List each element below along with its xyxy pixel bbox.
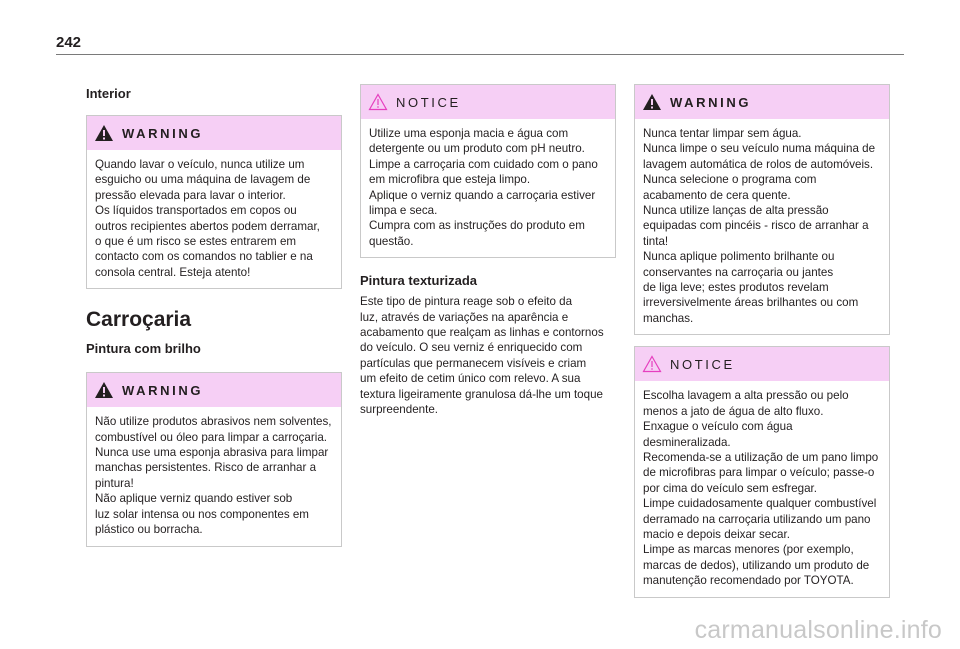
notice-header [361,85,615,119]
text-line: Limpe a carroçaria com cuidado com o pano [369,157,598,171]
notice-triangle-icon [642,355,662,373]
notice-label: NOTICE [670,356,735,372]
text-line: limpa e seca. [369,204,438,218]
text-line: plástico ou borracha. [95,523,203,537]
text-line: Cumpra com as instruções do produto em [369,219,585,233]
text-line: Nunca tentar limpar sem água. [643,127,802,140]
warning-header [87,116,341,150]
text-line: derramado na carroçaria utilizando um pano [643,512,871,526]
notice-label: NOTICE [396,94,461,110]
text-line: do veículo. O seu verniz é enriquecido com [360,341,583,355]
subsection-title: Pintura texturizada [360,273,478,289]
column-1 [86,84,342,547]
warning-header [87,373,341,407]
watermark: carmanualsonline.info [694,616,942,644]
text-line: Os líquidos transportados em copos ou [95,204,297,218]
text-line: por cima do veículo sem esfregar. [643,481,817,495]
text-line: Este tipo de pintura reage sob o efeito da [360,295,573,309]
text-line: manchas. [643,311,694,325]
column-2 [360,84,616,418]
text-line: Nunca selecione o programa com [643,173,817,187]
text-line: consola central. Esteja atento! [95,265,251,279]
text-line: pintura! [95,476,134,490]
text-line: Nunca use uma esponja abrasiva para limpar [95,446,329,460]
text-line: Nunca limpe o seu veículo numa máquina de [643,142,876,156]
page-number: 242 [56,34,82,51]
warning-triangle-icon [642,93,662,111]
text-line: Nunca utilize lanças de alta pressão [643,204,829,218]
text-line: Escolha lavagem a alta pressão ou pelo [643,389,849,403]
text-line: irreversivelmente áreas brilhantes ou com [643,296,859,310]
text-line: marcas de dedos), utilizando um produto de [643,558,870,572]
text-line: luz solar intensa ou nos componentes em [95,507,309,521]
text-line: Recomenda-se a utilização de um pano limpo [643,450,879,464]
text-line: desmineralizada. [643,435,731,449]
text-line: outros recipientes abertos podem derramar, [95,219,320,233]
text-line: manchas persistentes. Risco de arranhar a [95,461,317,475]
warning-label: WARNING [670,94,752,110]
subsection-title: Pintura com brilho [86,341,201,357]
warning-header [635,85,889,119]
notice-triangle-icon [368,93,388,111]
text-line: de liga leve; estes produtos revelam [643,281,829,295]
warning-text [635,119,889,334]
text-line: o que é um risco se estes entrarem em [95,235,297,249]
text-line: em microfibra que esteja limpo. [369,173,531,187]
text-line: equipadas com pincéis - risco de arranhar a [643,219,869,233]
text-line: Aplique o verniz quando a carroçaria estiver [369,188,596,202]
text-line: tinta! [643,234,669,248]
warning-box-washing [634,84,890,335]
text-line: de microfibras para limpar o veículo; passe-o [643,466,875,480]
text-line: Quando lavar o veículo, nunca utilize um [95,158,305,171]
notice-box-gloss [360,84,616,258]
text-line: combustível ou óleo para limpar a carroçaria. [95,430,327,444]
text-line: questão. [369,234,414,248]
notice-header [635,347,889,381]
warning-triangle-icon [94,124,114,142]
warning-label: WARNING [122,382,204,398]
notice-text [635,381,889,596]
text-line: Nunca aplique polimento brilhante ou [643,250,835,264]
text-line: um efeito de cetim único com relevo. A sua [360,372,581,386]
text-line: lavagem automática de rolos de automóveis. [643,157,874,171]
textured-paint-paragraph [360,294,616,417]
text-line: textura ligeiramente granulosa dá-lhe um toque [360,387,603,401]
text-line: Não utilize produtos abrasivos nem solventes, [95,415,332,429]
text-line: acabamento que realçam as linhas e contornos [360,326,604,340]
warning-box-gloss [86,372,342,546]
text-line: surpreendente. [360,403,438,417]
warning-label: WARNING [122,125,204,141]
text-line: menos a jato de água de alto fluxo. [643,404,824,418]
text-line: partículas que permanecem visíveis e criam [360,356,587,370]
text-line: Limpe cuidadosamente qualquer combustível [643,497,877,511]
text-line: acabamento de cera quente. [643,188,791,202]
text-line: Utilize uma esponja macia e água com [369,127,569,140]
text-line: macio e depois deixar secar. [643,527,790,541]
warning-triangle-icon [94,381,114,399]
warning-text [87,407,341,545]
text-line: manutenção recomendado por TOYOTA. [643,574,854,588]
notice-text [361,119,615,257]
text-line: Não aplique verniz quando estiver sob [95,492,293,506]
text-line: Enxague o veículo com água [643,420,793,434]
header-divider [56,54,904,55]
text-line: esguicho ou uma máquina de lavagem de [95,173,311,187]
text-line: detergente ou um produto com pH neutro. [369,142,585,156]
column-3 [634,84,890,598]
warning-box-interior [86,115,342,289]
notice-box-washing [634,346,890,597]
text-line: contacto com os comandos no tablier e na [95,250,313,264]
warning-text [87,150,341,288]
interior-heading: Interior [86,86,131,101]
text-line: pressão elevada para lavar o interior. [95,188,286,202]
section-title: Carroçaria [86,308,192,332]
text-line: conservantes na carroçaria ou jantes [643,265,834,279]
text-line: luz, através de variações na aparência e [360,310,569,324]
text-line: Limpe as marcas menores (por exemplo, [643,543,854,557]
